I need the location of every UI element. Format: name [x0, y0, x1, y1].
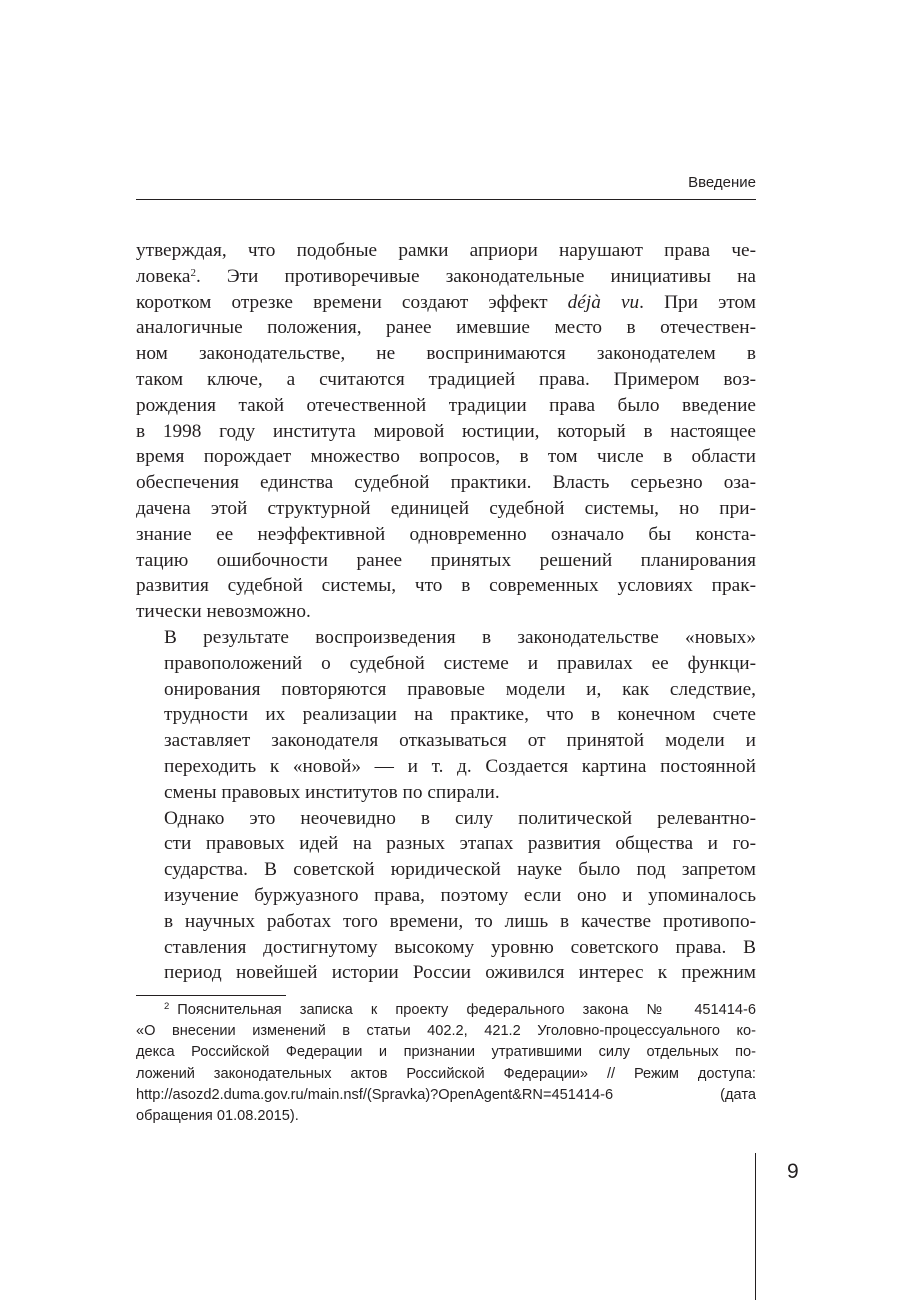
footnote-line: обращения 01.08.2015).	[136, 1108, 299, 1125]
text-line: обеспечения единства судебной практики. Власть серьезно оза-	[136, 472, 756, 494]
running-head: Введение	[688, 174, 756, 191]
text-line: дачена этой структурной единицей судебной системы, но при-	[136, 497, 756, 519]
text-line: период новейшей истории России оживился интерес к прежним	[164, 962, 756, 984]
text-line: онирования повторяются правовые модели и, как следствие,	[164, 678, 756, 700]
footnote-url-line: http://asozd2.duma.gov.ru/main.nsf/(Spravka)?OpenAgent&RN=451414-6 (дата	[136, 1086, 756, 1103]
text-line: таком ключе, а считаются традицией права. Примером воз-	[136, 368, 756, 390]
text-line: правоположений о судебной системе и правилах ее функци-	[164, 652, 756, 674]
footnote-reference[interactable]: 2	[190, 266, 196, 279]
text-line	[136, 264, 756, 290]
text-line: ном законодательстве, не воспринимаются законодателем в	[136, 343, 756, 365]
footnote-rule	[136, 995, 286, 996]
text-fragment: . При этом	[639, 291, 756, 313]
italic-term: déjà vu	[567, 291, 640, 313]
text-fragment: ловека	[136, 265, 191, 287]
page-side-rule	[755, 1153, 756, 1300]
text-line: аналогичные положения, ранее имевшие место в отечествен-	[136, 317, 756, 339]
text-line: В результате воспроизведения в законодательстве «новых»	[164, 626, 756, 648]
paragraph-1	[136, 238, 756, 625]
text-line	[136, 290, 756, 316]
page-number: 9	[787, 1160, 799, 1183]
text-line: время порождает множество вопросов, в том числе в области	[136, 446, 756, 468]
text-line: ставления достигнутому высокому уровню советского права. В	[164, 936, 756, 958]
footnote-line: декса Российской Федерации и признании утратившими силу отдельных по-	[136, 1044, 756, 1061]
text-line: в 1998 году института мировой юстиции, который в настоящее	[136, 420, 756, 442]
text-line: рождения такой отечественной традиции права было введение	[136, 394, 756, 416]
text-line: смены правовых институтов по спирали.	[164, 781, 500, 803]
text-line: переходить к «новой» — и т. д. Создается картина постоянной	[164, 755, 756, 777]
footnote-line	[136, 1000, 756, 1021]
footnote-text: Пояснительная записка к проекту федерального закона № 451414-6	[177, 1002, 756, 1018]
text-line: сти правовых идей на разных этапах развития общества и го-	[164, 833, 756, 855]
footnote-marker: 2	[164, 1001, 170, 1012]
text-line: заставляет законодателя отказываться от принятой модели и	[164, 730, 756, 752]
footnote	[136, 1000, 756, 1127]
text-line: знание ее неэффективной одновременно означало бы конста-	[136, 523, 756, 545]
text-line: Однако это неочевидно в силу политической релевантно-	[164, 807, 756, 829]
text-fragment: . Эти противоречивые законодательные инициативы на	[195, 265, 756, 287]
text-line: утверждая, что подобные рамки априори нарушают права че-	[136, 240, 756, 261]
text-fragment: коротком отрезке времени создают эффект	[136, 291, 568, 313]
text-line: тически невозможно.	[136, 601, 311, 623]
header-rule	[136, 199, 756, 200]
text-line: трудности их реализации на практике, что в конечном счете	[164, 704, 756, 726]
text-line: изучение буржуазного права, поэтому если оно и упоминалось	[164, 884, 756, 906]
footnote-line: ложений законодательных актов Российской Федерации» // Режим доступа:	[136, 1065, 756, 1082]
body-text	[136, 238, 756, 986]
footnote-line: «О внесении изменений в статьи 402.2, 421.2 Уголовно-процессуального ко-	[136, 1023, 756, 1040]
paragraph-2	[136, 625, 756, 806]
text-line: тацию ошибочности ранее принятых решений планирования	[136, 549, 756, 571]
text-line: развития судебной системы, что в современных условиях прак-	[136, 575, 756, 597]
text-line: в научных работах того времени, то лишь в качестве противопо-	[164, 910, 756, 932]
text-line: сударства. В советской юридической науке было под запретом	[164, 859, 756, 881]
paragraph-3	[136, 806, 756, 987]
